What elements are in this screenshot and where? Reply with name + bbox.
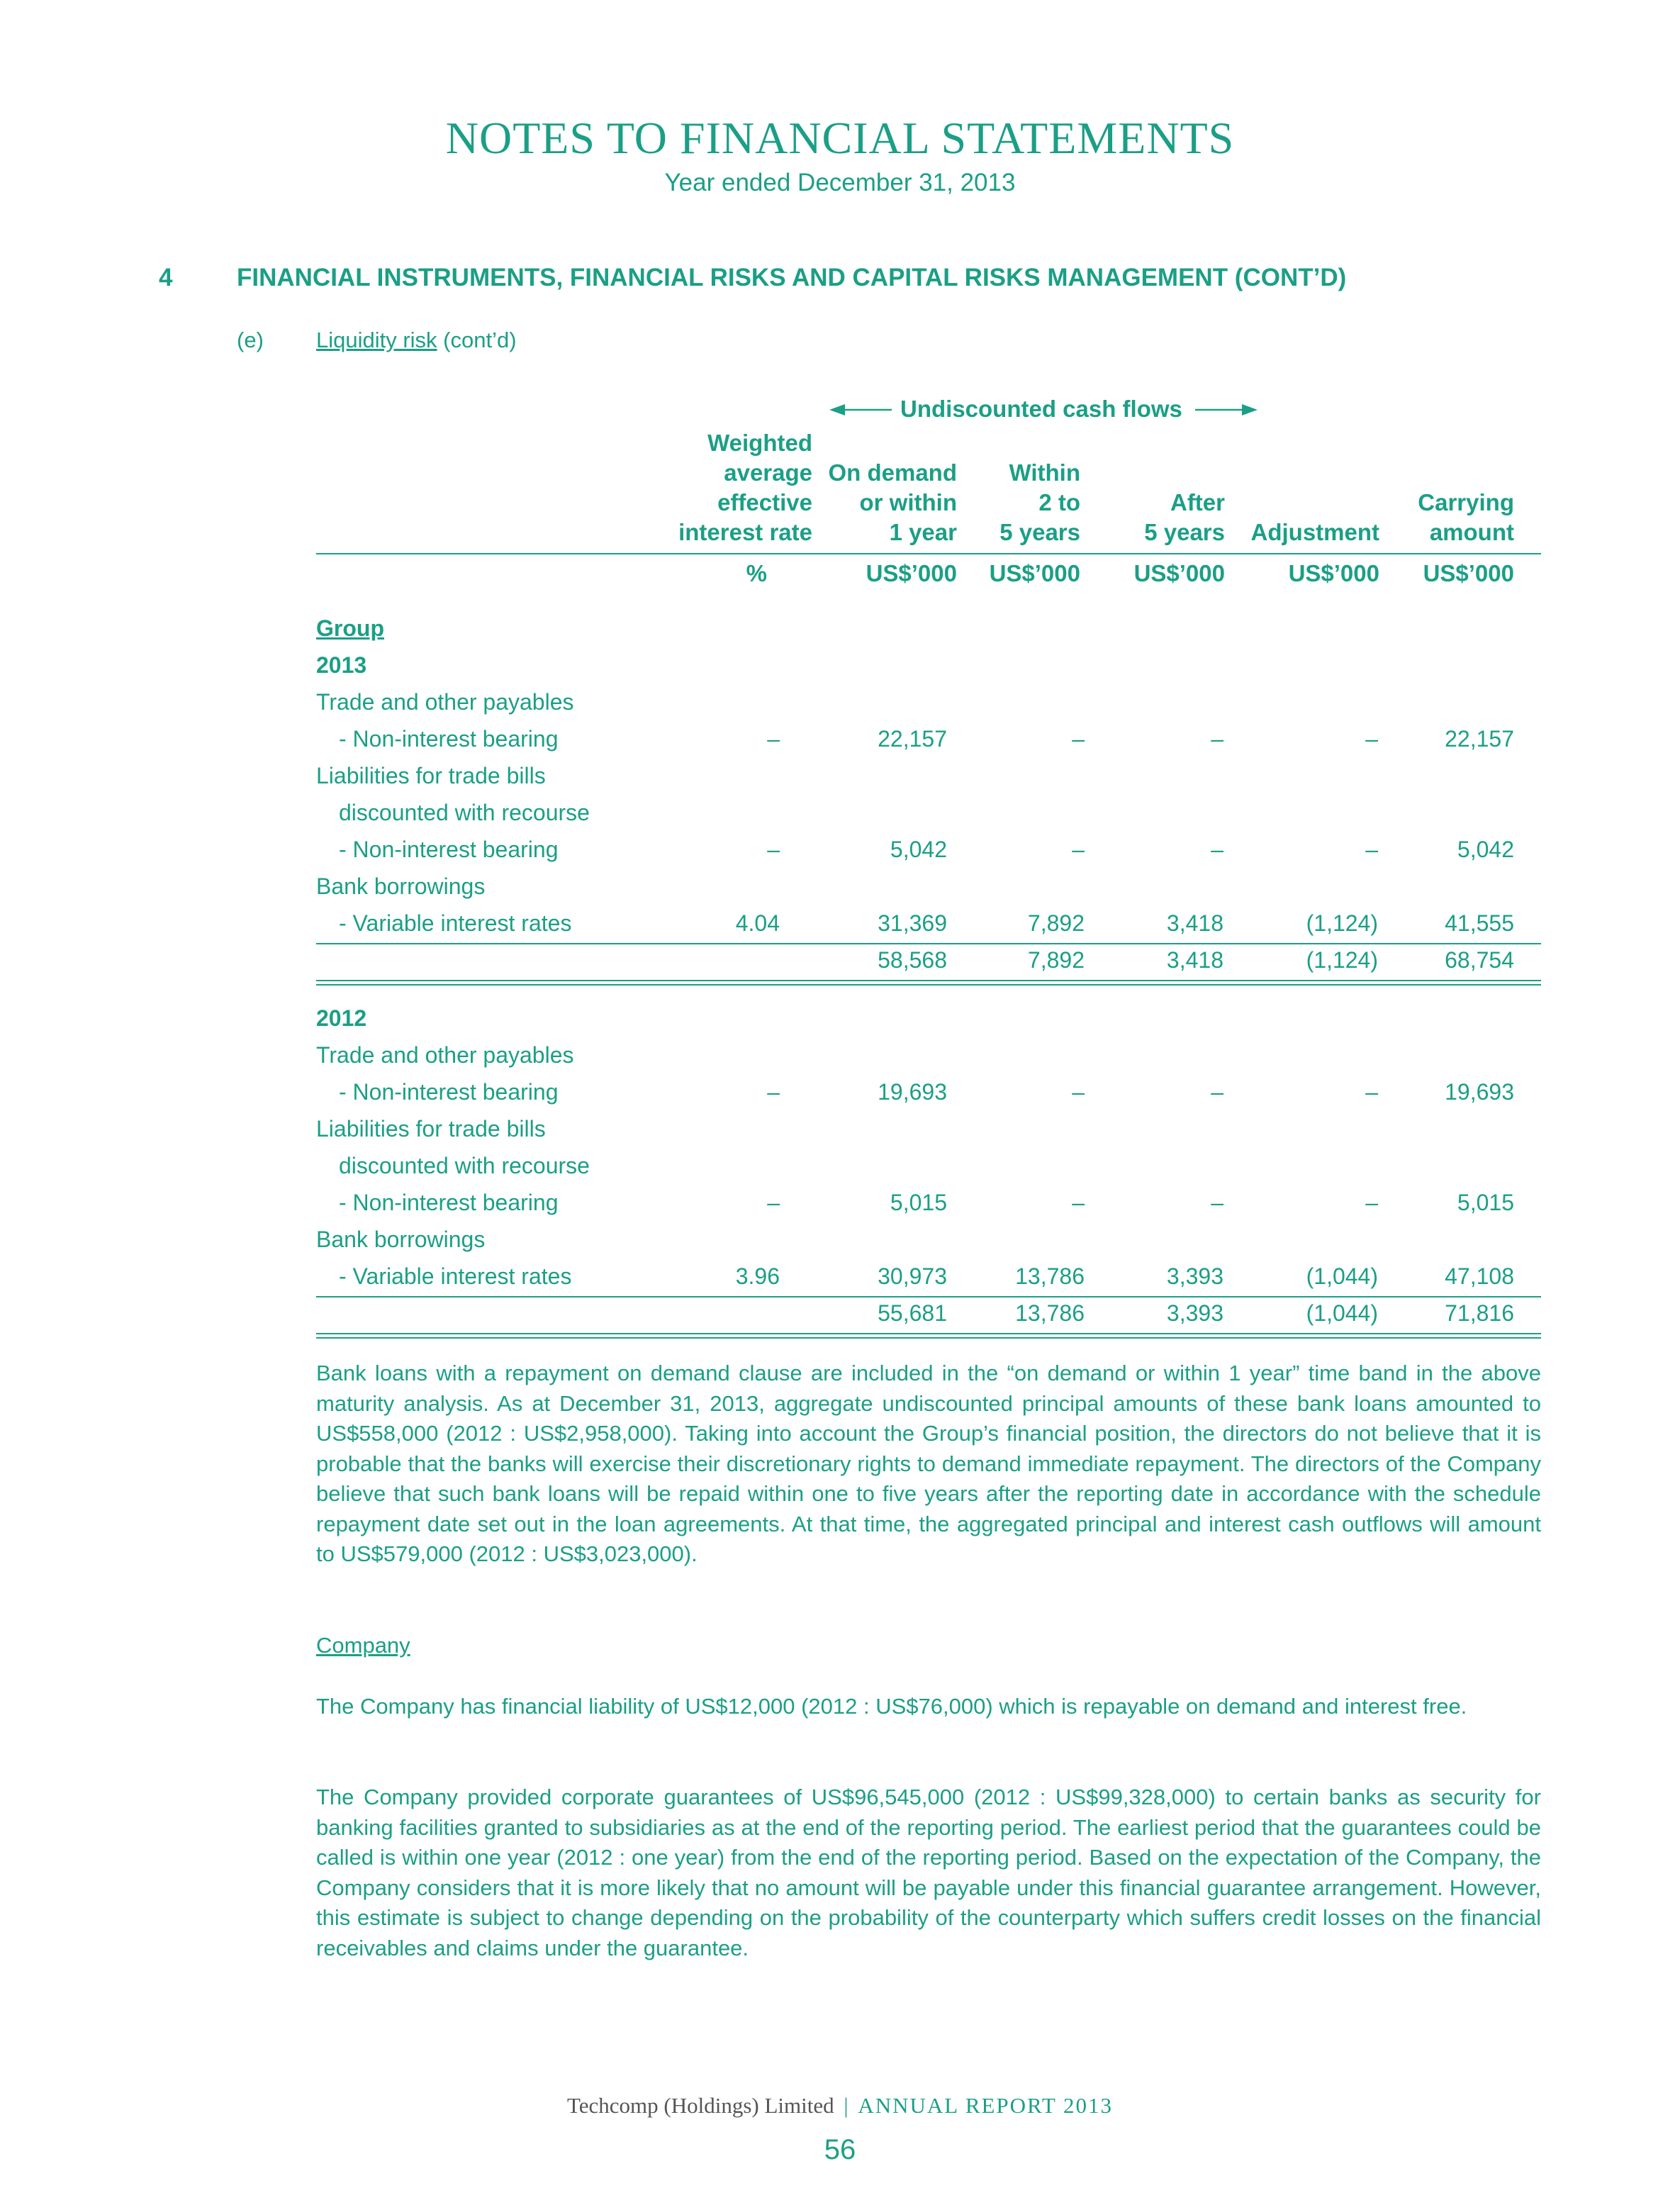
section-title: FINANCIAL INSTRUMENTS, FINANCIAL RISKS AND CAPITAL RISKS MANAGEMENT (CONT’D)	[237, 264, 1347, 291]
cash-flow-banner: Undiscounted cash flows	[900, 396, 1182, 422]
company-heading: Company	[316, 1633, 410, 1658]
table-cell: 3.96	[735, 1263, 780, 1289]
column-header-line: interest rate	[678, 519, 812, 545]
row-label: Trade and other payables	[316, 1042, 574, 1068]
row-label: - Variable interest rates	[339, 1263, 572, 1289]
table-cell: –	[1211, 726, 1223, 752]
footer-company: Techcomp (Holdings) Limited	[566, 2093, 834, 2118]
table-cell: 19,693	[1445, 1079, 1514, 1105]
table-cell: –	[767, 726, 780, 752]
total-cell: 13,786	[1015, 1300, 1085, 1326]
total-cell: (1,044)	[1306, 1300, 1378, 1326]
table-cell: –	[767, 1079, 780, 1105]
total-rule-top	[316, 1296, 1541, 1297]
total-rule-double-2	[316, 1337, 1541, 1339]
header-rule	[316, 553, 1541, 554]
unit-label: %	[746, 560, 767, 586]
unit-label: US$’000	[1288, 560, 1379, 586]
row-label: Bank borrowings	[316, 1227, 486, 1252]
column-header-line: 2 to	[1038, 489, 1080, 515]
footer-report: ANNUAL REPORT 2013	[858, 2093, 1113, 2118]
table-cell: –	[1365, 1079, 1378, 1105]
column-header-line: effective	[717, 489, 812, 515]
table-cell: 4.04	[735, 910, 780, 936]
column-header-line: average	[724, 459, 812, 486]
paragraph-company-liability: The Company has financial liability of US$12,000 (2012 : US$76,000) which is repayable on demand and interest free.	[316, 1694, 1467, 1719]
total-cell: (1,124)	[1306, 947, 1378, 973]
table-cell: 22,157	[1445, 726, 1514, 752]
row-label: - Non-interest bearing	[339, 726, 559, 752]
unit-label: US$’000	[866, 560, 957, 586]
row-label: Liabilities for trade bills	[316, 763, 546, 788]
total-cell: 68,754	[1445, 947, 1514, 973]
unit-label: US$’000	[1423, 560, 1514, 586]
table-cell: –	[1211, 837, 1223, 862]
column-header-line: amount	[1429, 519, 1514, 545]
row-label: Liabilities for trade bills	[316, 1116, 546, 1142]
total-rule-double-2	[316, 984, 1541, 986]
table-cell: 41,555	[1445, 910, 1514, 936]
table-cell: –	[1072, 1190, 1085, 1215]
table-cell: –	[767, 837, 780, 862]
paragraph-bank-loans: Bank loans with a repayment on demand clause are included in the “on demand or within 1 year” time band in the above maturity analysis. As at December 31, 2013, aggregate undiscounted principal amounts of these bank loans amounted to US$558,000 (2012 : US$2,958,000). Taking into account the Group’s financial position, the directors do not believe that it is probable that the banks will exercise their discretionary rights to demand immediate repayment. The directors of the Company believe that such bank loans will be repaid within one to five years after the reporting date in accordance with the schedule repayment date set out in the loan agreements. At that time, the aggregated principal and interest cash outflows will amount to US$579,000 (2012 : US$3,023,000).	[316, 1361, 1541, 1566]
total-rule-double-1	[316, 980, 1541, 981]
column-header-line: On demand	[828, 459, 957, 486]
table-cell: –	[1365, 1190, 1378, 1215]
row-label: - Variable interest rates	[339, 910, 572, 936]
footer	[0, 2093, 1680, 2119]
subsection-suffix: (cont’d)	[437, 328, 517, 352]
table-cell: 5,015	[890, 1190, 947, 1215]
column-header-line: 5 years	[1144, 519, 1225, 545]
row-label: discounted with recourse	[339, 1153, 590, 1178]
subsection-title-link: Liquidity risk	[316, 328, 437, 352]
page-title: NOTES TO FINANCIAL STATEMENTS	[445, 113, 1235, 163]
row-label: Bank borrowings	[316, 873, 486, 899]
table-cell: 5,042	[890, 837, 947, 862]
row-label: - Non-interest bearing	[339, 1190, 559, 1215]
table-cell: 5,042	[1457, 837, 1514, 862]
table-cell: 31,369	[878, 910, 947, 936]
table-cell: 30,973	[878, 1263, 947, 1289]
table-cell: 19,693	[878, 1079, 947, 1105]
table-cell: (1,044)	[1306, 1263, 1378, 1289]
total-rule-top	[316, 943, 1541, 944]
subsection-title	[316, 328, 517, 353]
column-header-line: Weighted	[707, 430, 812, 456]
table-cell: 3,393	[1166, 1263, 1223, 1289]
table-cell: 5,015	[1457, 1190, 1514, 1215]
table-cell: 13,786	[1015, 1263, 1085, 1289]
table-cell: –	[1211, 1190, 1223, 1215]
total-cell: 55,681	[878, 1300, 947, 1326]
unit-label: US$’000	[989, 560, 1080, 586]
right-arrow-icon	[1194, 401, 1258, 418]
column-header-line: 5 years	[999, 519, 1080, 545]
total-cell: 71,816	[1445, 1300, 1514, 1326]
column-header-line: Carrying	[1418, 489, 1514, 515]
column-header-line: or within	[859, 489, 957, 515]
table-cell: 47,108	[1445, 1263, 1514, 1289]
table-cell: –	[1211, 1079, 1223, 1105]
total-rule-double-1	[316, 1333, 1541, 1334]
company-heading-wrap	[316, 1631, 1541, 1661]
row-label: Trade and other payables	[316, 689, 574, 715]
table-cell: (1,124)	[1306, 910, 1378, 936]
subsection-index: (e)	[237, 328, 264, 352]
paragraph-guarantees: The Company provided corporate guarantees of US$96,545,000 (2012 : US$99,328,000) to certain banks as security for banking facilities granted to subsidiaries as at the end of the reporting period. The earliest period that the guarantees could be called is within one year (2012 : one year) from the end of the reporting period. Based on the expectation of the Company, the Company considers that it is more likely that no amount will be payable under this financial guarantee arrangement. However, this estimate is subject to change depending on the probability of the counterparty which suffers credit losses on the financial receivables and claims under the guarantee.	[316, 1785, 1541, 1960]
table-cell: –	[1072, 837, 1085, 862]
table-cell: –	[1072, 1079, 1085, 1105]
total-cell: 58,568	[878, 947, 947, 973]
page-subtitle: Year ended December 31, 2013	[664, 169, 1016, 196]
total-cell: 7,892	[1027, 947, 1085, 973]
page-number: 56	[824, 2134, 856, 2165]
table-cell: 22,157	[878, 726, 947, 752]
row-label: - Non-interest bearing	[339, 1079, 559, 1105]
table-cell: 7,892	[1027, 910, 1085, 936]
table-cell: –	[1072, 726, 1085, 752]
table-cell: –	[1365, 726, 1378, 752]
column-header-line: After	[1170, 489, 1225, 515]
table-cell: 3,418	[1166, 910, 1223, 936]
year-label: 2013	[316, 652, 367, 678]
table-cell: –	[767, 1190, 780, 1215]
total-cell: 3,418	[1166, 947, 1223, 973]
row-label: discounted with recourse	[339, 800, 590, 825]
group-label: Group	[316, 615, 384, 641]
column-header-line: Within	[1009, 459, 1080, 486]
column-header-line: 1 year	[889, 519, 957, 545]
total-cell: 3,393	[1166, 1300, 1223, 1326]
row-label: - Non-interest bearing	[339, 837, 559, 862]
column-header	[1330, 488, 1514, 547]
year-label: 2012	[316, 1005, 367, 1031]
footer-separator: |	[844, 2093, 849, 2118]
unit-label: US$’000	[1133, 560, 1225, 586]
section-number: 4	[159, 264, 173, 291]
column-header-line: Adjustment	[1250, 519, 1379, 545]
left-arrow-icon	[829, 401, 893, 418]
table-cell: –	[1365, 837, 1378, 862]
